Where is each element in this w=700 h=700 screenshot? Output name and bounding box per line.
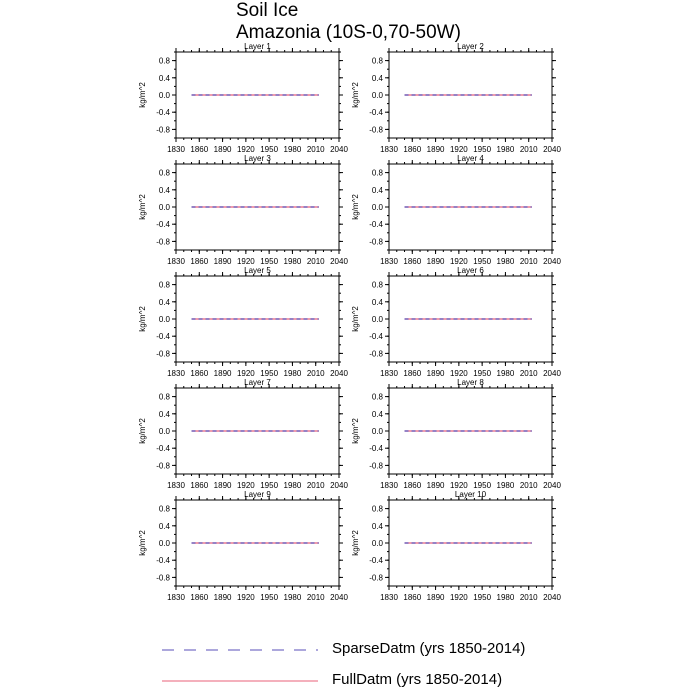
- x-tick-label: 1950: [260, 257, 279, 266]
- x-tick-label: 1890: [426, 593, 445, 602]
- panel-title: Layer 9: [244, 490, 271, 499]
- x-tick-label: 1830: [167, 593, 185, 602]
- x-tick-label: 1920: [236, 593, 255, 602]
- x-tick-label: 1890: [426, 369, 445, 378]
- y-axis-label: kg/m^2: [351, 418, 360, 444]
- y-tick-label: 0.4: [158, 297, 170, 307]
- y-axis-label: kg/m^2: [138, 530, 147, 556]
- y-axis-label: kg/m^2: [351, 306, 360, 332]
- x-tick-label: 1890: [213, 369, 232, 378]
- x-tick-label: 1950: [473, 145, 492, 154]
- y-tick-label: -0.4: [369, 108, 383, 118]
- x-tick-label: 1830: [380, 593, 398, 602]
- legend-label-full: FullDatm (yrs 1850-2014): [332, 671, 503, 688]
- x-tick-label: 1890: [213, 593, 232, 602]
- y-tick-label: -0.8: [369, 349, 383, 359]
- y-tick-label: -0.8: [156, 237, 170, 247]
- y-tick-label: -0.4: [369, 556, 383, 566]
- y-axis-label: kg/m^2: [138, 306, 147, 332]
- x-tick-label: 1860: [403, 145, 422, 154]
- x-tick-label: 1860: [190, 369, 209, 378]
- y-tick-label: -0.8: [369, 237, 383, 247]
- x-tick-label: 2010: [519, 257, 538, 266]
- x-tick-label: 1860: [403, 369, 422, 378]
- y-tick-label: 0.0: [158, 539, 170, 548]
- y-tick-label: 0.8: [158, 504, 170, 514]
- y-tick-label: 0.0: [158, 315, 170, 324]
- y-tick-label: -0.4: [156, 444, 170, 454]
- x-tick-label: 1920: [449, 145, 468, 154]
- y-tick-label: 0.0: [371, 539, 383, 548]
- x-tick-label: 1920: [449, 257, 468, 266]
- x-tick-label: 2040: [330, 257, 348, 266]
- x-tick-label: 1950: [473, 481, 492, 490]
- x-tick-label: 1920: [236, 481, 255, 490]
- y-tick-label: 0.0: [371, 203, 383, 212]
- y-tick-label: 0.0: [158, 91, 170, 100]
- x-tick-label: 1980: [283, 257, 302, 266]
- x-tick-label: 1890: [426, 145, 445, 154]
- x-tick-label: 1830: [380, 257, 398, 266]
- x-tick-label: 1860: [403, 481, 422, 490]
- x-tick-label: 1950: [260, 593, 279, 602]
- x-tick-label: 2040: [543, 257, 561, 266]
- x-tick-label: 2010: [306, 257, 325, 266]
- y-tick-label: 0.8: [158, 56, 170, 66]
- y-axis-label: kg/m^2: [351, 530, 360, 556]
- panel-title: Layer 6: [457, 266, 484, 275]
- y-tick-label: -0.4: [156, 556, 170, 566]
- x-tick-label: 2010: [519, 481, 538, 490]
- x-tick-label: 1890: [213, 145, 232, 154]
- y-tick-label: -0.4: [156, 108, 170, 118]
- y-tick-label: -0.4: [369, 444, 383, 454]
- x-tick-label: 1980: [496, 481, 515, 490]
- x-tick-label: 1950: [260, 369, 279, 378]
- x-tick-label: 1860: [190, 145, 209, 154]
- y-tick-label: 0.4: [158, 521, 170, 531]
- panel-title: Layer 10: [454, 490, 487, 499]
- chart-subtitle: Amazonia (10S-0,70-50W): [236, 22, 461, 43]
- x-tick-label: 1830: [167, 481, 185, 490]
- panel-title: Layer 5: [244, 266, 271, 275]
- x-tick-label: 1950: [473, 593, 492, 602]
- y-tick-label: -0.8: [369, 461, 383, 471]
- x-tick-label: 2010: [306, 481, 325, 490]
- y-tick-label: -0.8: [156, 349, 170, 359]
- legend-label-sparse: SparseDatm (yrs 1850-2014): [332, 640, 526, 657]
- x-tick-label: 1830: [380, 369, 398, 378]
- x-tick-label: 1860: [403, 593, 422, 602]
- x-tick-label: 1980: [283, 369, 302, 378]
- x-tick-label: 1980: [283, 481, 302, 490]
- x-tick-label: 2040: [543, 593, 561, 602]
- x-tick-label: 2010: [306, 145, 325, 154]
- x-tick-label: 2040: [543, 481, 561, 490]
- y-tick-label: -0.4: [156, 332, 170, 342]
- y-tick-label: 0.8: [371, 392, 383, 402]
- x-tick-label: 1860: [190, 481, 209, 490]
- y-axis-label: kg/m^2: [138, 82, 147, 108]
- x-tick-label: 1950: [473, 257, 492, 266]
- y-tick-label: -0.8: [369, 573, 383, 583]
- x-tick-label: 2040: [543, 145, 561, 154]
- y-tick-label: 0.0: [158, 427, 170, 436]
- x-tick-label: 1950: [473, 369, 492, 378]
- x-tick-label: 1920: [236, 257, 255, 266]
- x-tick-label: 1890: [213, 257, 232, 266]
- y-tick-label: 0.0: [371, 91, 383, 100]
- y-tick-label: 0.0: [371, 427, 383, 436]
- y-tick-label: 0.4: [371, 521, 383, 531]
- x-tick-label: 1980: [496, 145, 515, 154]
- y-axis-label: kg/m^2: [351, 82, 360, 108]
- y-tick-label: 0.8: [158, 392, 170, 402]
- x-tick-label: 2010: [306, 369, 325, 378]
- x-tick-label: 1830: [167, 257, 185, 266]
- y-tick-label: -0.8: [369, 125, 383, 135]
- y-tick-label: 0.4: [158, 409, 170, 419]
- y-axis-label: kg/m^2: [138, 194, 147, 220]
- x-tick-label: 1860: [403, 257, 422, 266]
- panel-title: Layer 7: [244, 378, 271, 387]
- x-tick-label: 2010: [519, 369, 538, 378]
- y-tick-label: 0.8: [158, 168, 170, 178]
- x-tick-label: 1980: [283, 593, 302, 602]
- y-tick-label: -0.8: [156, 573, 170, 583]
- y-tick-label: -0.8: [156, 461, 170, 471]
- x-tick-label: 1830: [167, 369, 185, 378]
- x-tick-label: 1890: [426, 257, 445, 266]
- x-tick-label: 2040: [330, 481, 348, 490]
- x-tick-label: 1950: [260, 481, 279, 490]
- x-tick-label: 1890: [213, 481, 232, 490]
- x-tick-label: 2040: [330, 593, 348, 602]
- y-tick-label: 0.0: [158, 203, 170, 212]
- y-tick-label: 0.4: [371, 185, 383, 195]
- panel-title: Layer 8: [457, 378, 484, 387]
- x-tick-label: 2040: [543, 369, 561, 378]
- y-tick-label: 0.4: [371, 297, 383, 307]
- x-tick-label: 1830: [167, 145, 185, 154]
- chart-title: Soil Ice: [236, 0, 299, 21]
- y-tick-label: -0.4: [156, 220, 170, 230]
- x-tick-label: 1980: [496, 593, 515, 602]
- y-tick-label: 0.8: [371, 168, 383, 178]
- y-tick-label: 0.8: [158, 280, 170, 290]
- x-tick-label: 1890: [426, 481, 445, 490]
- x-tick-label: 2010: [519, 593, 538, 602]
- y-tick-label: 0.8: [371, 56, 383, 66]
- y-tick-label: 0.8: [371, 504, 383, 514]
- x-tick-label: 1830: [380, 481, 398, 490]
- y-tick-label: -0.4: [369, 332, 383, 342]
- panel-title: Layer 1: [244, 42, 271, 51]
- x-tick-label: 2040: [330, 369, 348, 378]
- x-tick-label: 1920: [236, 369, 255, 378]
- y-axis-label: kg/m^2: [138, 418, 147, 444]
- x-tick-label: 1860: [190, 593, 209, 602]
- x-tick-label: 1980: [496, 369, 515, 378]
- x-tick-label: 1980: [283, 145, 302, 154]
- panel-title: Layer 4: [457, 154, 484, 163]
- x-tick-label: 1830: [380, 145, 398, 154]
- x-tick-label: 2010: [306, 593, 325, 602]
- y-axis-label: kg/m^2: [351, 194, 360, 220]
- y-tick-label: -0.8: [156, 125, 170, 135]
- x-tick-label: 1920: [449, 593, 468, 602]
- x-tick-label: 1860: [190, 257, 209, 266]
- y-tick-label: 0.0: [371, 315, 383, 324]
- panel-title: Layer 3: [244, 154, 271, 163]
- x-tick-label: 1920: [449, 369, 468, 378]
- y-tick-label: 0.4: [158, 185, 170, 195]
- x-tick-label: 2010: [519, 145, 538, 154]
- y-tick-label: 0.4: [371, 73, 383, 83]
- x-tick-label: 1950: [260, 145, 279, 154]
- y-tick-label: -0.4: [369, 220, 383, 230]
- x-tick-label: 1980: [496, 257, 515, 266]
- y-tick-label: 0.4: [158, 73, 170, 83]
- y-tick-label: 0.4: [371, 409, 383, 419]
- y-tick-label: 0.8: [371, 280, 383, 290]
- panel-title: Layer 2: [457, 42, 484, 51]
- x-tick-label: 1920: [236, 145, 255, 154]
- x-tick-label: 2040: [330, 145, 348, 154]
- x-tick-label: 1920: [449, 481, 468, 490]
